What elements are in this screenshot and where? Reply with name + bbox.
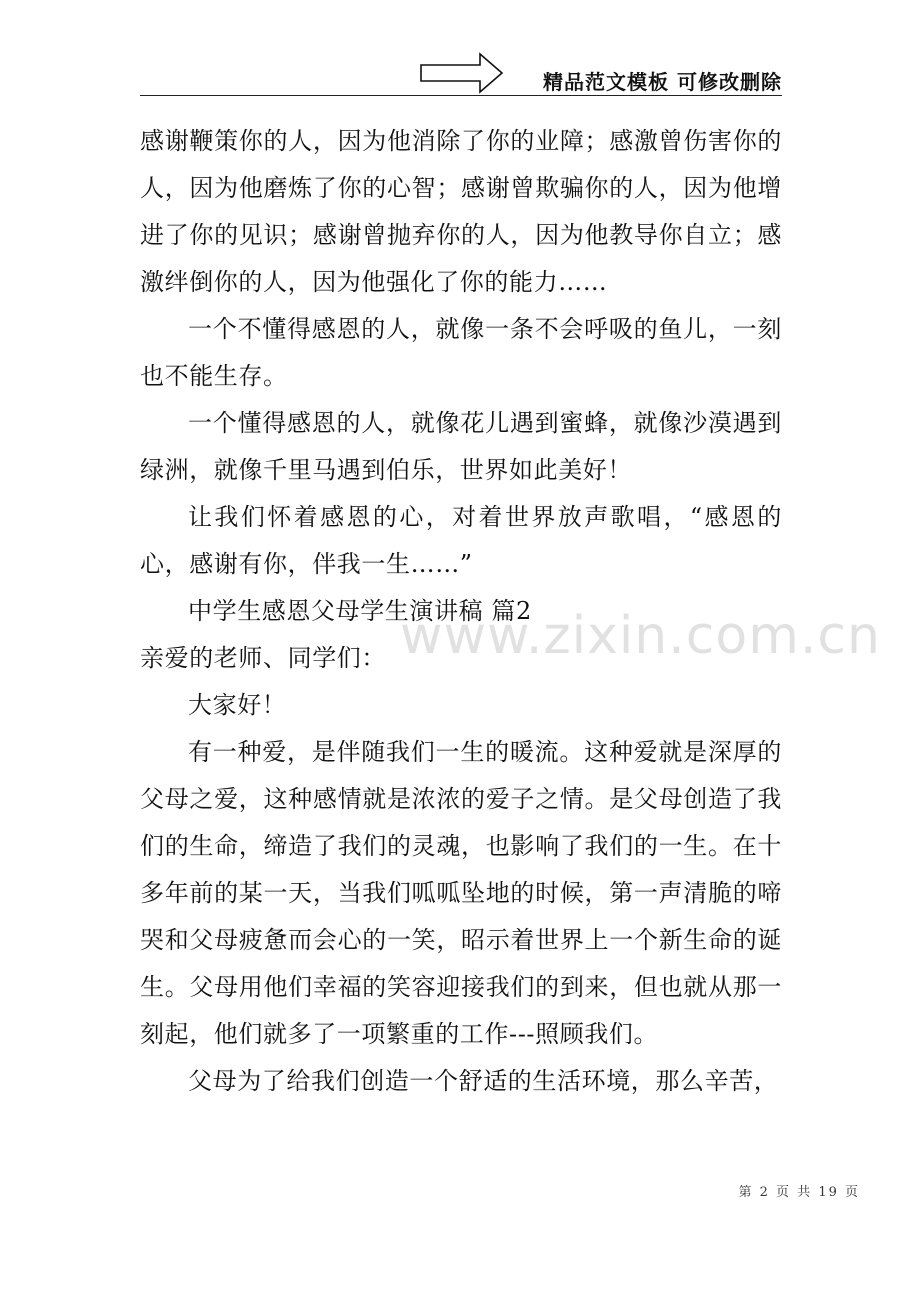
paragraph: 父母为了给我们创造一个舒适的生活环境，那么辛苦， <box>188 1067 779 1095</box>
paragraph: 感谢鞭策你的人，因为他消除了你的业障；感激曾伤害你的人，因为他磨炼了你的心智；感谢曾欺骗你的人，因为他增进了你的见识；感谢曾抛弃你的人，因为他教导你自立；感激绊倒你的人，因为他强化了你的能力…… <box>140 127 782 296</box>
watermark: www.zixin.com.cn <box>400 606 881 666</box>
page-footer: 第 2 页 共 19 页 <box>738 1185 860 1200</box>
salutation: 亲爱的老师、同学们： <box>140 644 386 672</box>
arrow-right-icon <box>420 52 504 94</box>
greeting: 大家好！ <box>188 691 287 719</box>
header-title: 精品范文模板 可修改删除 <box>543 70 782 94</box>
header-divider <box>140 95 782 96</box>
paragraph: 有一种爱，是伴随我们一生的暖流。这种爱就是深厚的父母之爱，这种感情就是浓浓的爱子之情。是父母创造了我们的生命，缔造了我们的灵魂，也影响了我们的一生。在十多年前的某一天，当我们呱呱坠地的时候，第一声清脆的啼哭和父母疲惫而会心的一笑，昭示着世界上一个新生命的诞生。父母用他们幸福的笑容迎接我们的到来，但也就从那一刻起，他们就多了一项繁重的工作---照顾我们。 <box>140 738 782 1048</box>
section-heading: 中学生感恩父母学生演讲稿 篇2 <box>188 597 532 625</box>
page-header <box>140 48 782 98</box>
paragraph: 一个不懂得感恩的人，就像一条不会呼吸的鱼儿，一刻也不能生存。 <box>140 315 782 390</box>
paragraph: 让我们怀着感恩的心，对着世界放声歌唱，“感恩的心，感谢有你，伴我一生……” <box>140 503 782 578</box>
paragraph: 一个懂得感恩的人，就像花儿遇到蜜蜂，就像沙漠遇到绿洲，就像千里马遇到伯乐，世界如此美好！ <box>140 409 782 484</box>
